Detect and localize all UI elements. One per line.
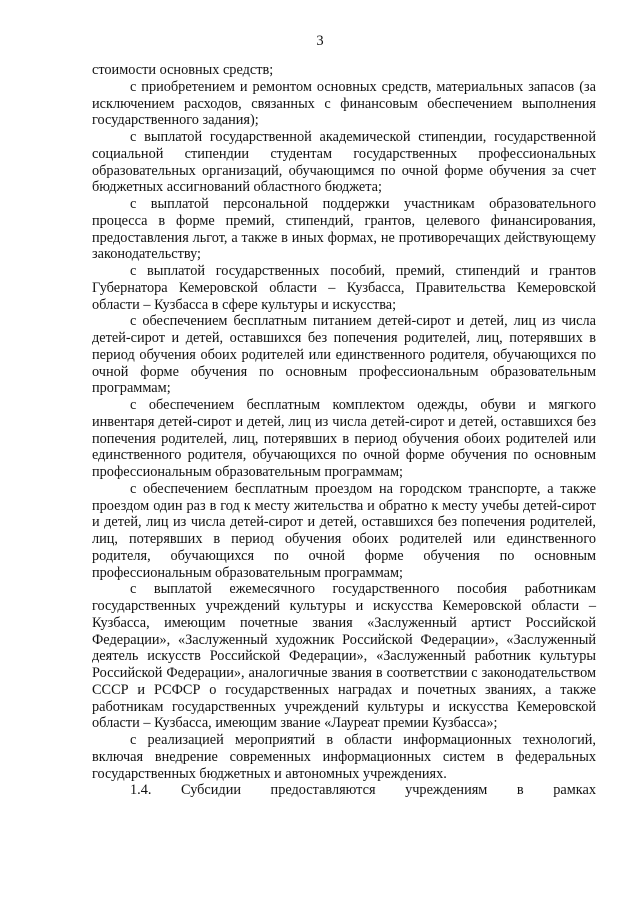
paragraph-free-clothing: с обеспечением бесплатным комплектом одежды, обуви и мягкого инвентаря детей-сирот и детей, лиц из числа детей-сирот и детей, оставшихся без попечения родителей, лиц, потерявших в период обучения обоих родителей или единственного родителя, обучающихся по очной форме обучения по основным профессиональным образовательным программам;: [92, 397, 596, 480]
paragraph-continuation: стоимости основных средств;: [92, 62, 274, 78]
paragraph-fixed-assets-repair: с приобретением и ремонтом основных средств, материальных запасов (за исключением расходов, связанных с финансовым обеспечением выполнения государственного задания);: [92, 78, 596, 129]
paragraph-governor-grants: с выплатой государственных пособий, премий, стипендий и грантов Губернатора Кемеровской области – Кузбасса, Правительства Кемеровской области – Кузбасса в сфере культуры и искусства;: [92, 263, 596, 313]
page-number: 3: [316, 33, 324, 49]
paragraph-section-1-4: 1.4. Субсидии предоставляются учреждениям в рамках: [130, 782, 596, 799]
paragraph-personal-support: с выплатой персональной поддержки участникам образовательного процесса в форме премий, стипендий, грантов, целевого финансирования, предоставления льгот, а также в иных формах, не противоречащих действующему законодательству;: [92, 196, 596, 263]
paragraph-academic-stipend: с выплатой государственной академической стипендии, государственной социальной стипендии студентам государственных профессиональных образовательных организаций, обучающимся по очной форме обучения за счет бюджетных ассигнований областного бюджета;: [92, 129, 596, 196]
paragraph-free-meals: с обеспечением бесплатным питанием детей-сирот и детей, лиц из числа детей-сирот и детей, оставшихся без попечения родителей, лиц, потерявших в период обучения обоих родителей или единственного родителя, обучающихся по очной форме обучения по основным профессиональным образовательным программам;: [92, 313, 596, 397]
paragraph-free-transport: с обеспечением бесплатным проездом на городском транспорте, а также проездом один раз в год к месту жительства и обратно к месту учебы детей-сирот и детей, лиц из числа детей-сирот и детей, оставшихся без попечения родителей, лиц, потерявших в период обучения обоих родителей или единственного родителя, обучающихся по очной форме обучения по основным профессиональным образовательным программам;: [92, 480, 596, 581]
paragraph-monthly-allowance: с выплатой ежемесячного государственного пособия работникам государственных учреждений культуры и искусства Кемеровской области – Кузбасса, имеющим почетные звания «Заслуженный артист Российской Федерации», «Заслуженный художник Российской Федерации», «Заслуженный деятель искусств Российской Федерации», «Заслуженный работник культуры Российской Федерации», аналогичные звания в соответствии с законодательством СССР и РСФСР о государственных наградах и почетных званиях, а также работникам государственных учреждений культуры и искусства Кемеровской области – Кузбасса, имеющим звание «Лауреат премии Кузбасса»;: [92, 581, 596, 732]
document-body: [92, 62, 596, 799]
paragraph-it-measures: с реализацией мероприятий в области информационных технологий, включая внедрение современных информационных систем в федеральных государственных бюджетных и автономных учреждениях.: [92, 732, 596, 782]
